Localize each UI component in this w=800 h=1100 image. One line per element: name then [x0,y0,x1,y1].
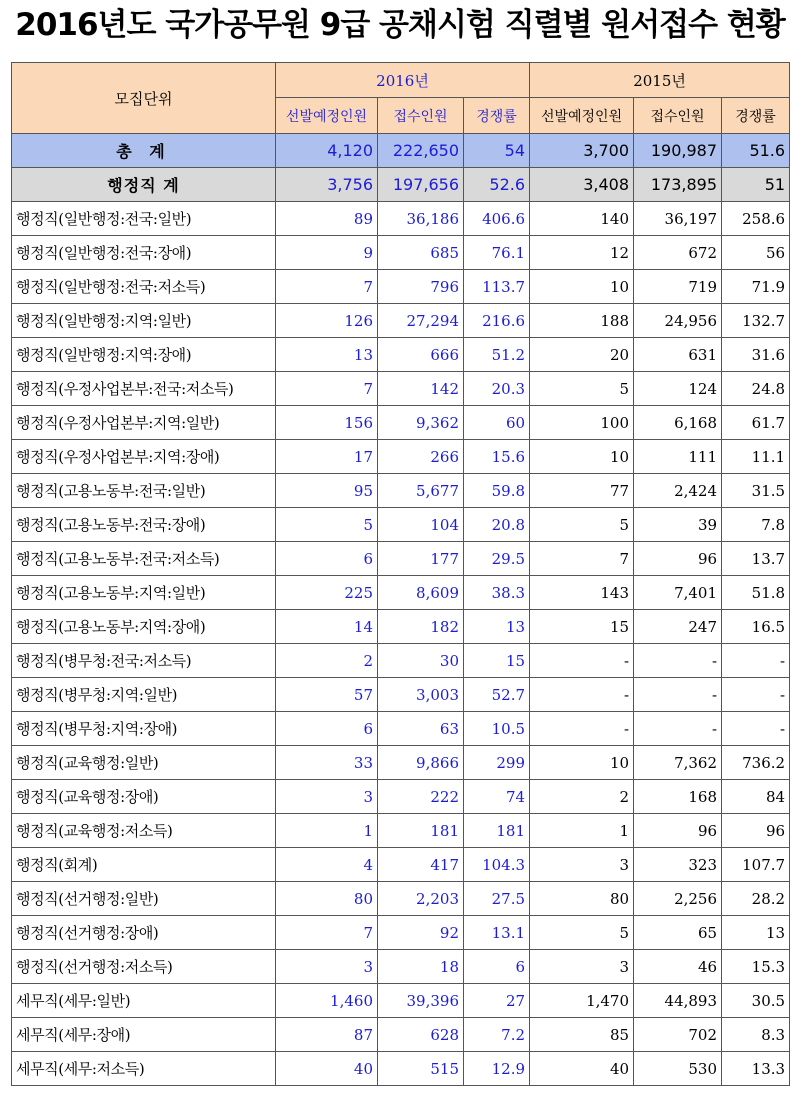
applicants-2016-cell: 142 [378,372,464,406]
applicants-2016-cell: 181 [378,814,464,848]
row-label: 행정직(고용노동부:지역:일반) [12,576,276,610]
planned-2016-cell: 7 [276,916,378,950]
table-row [12,1018,790,1052]
planned-2016-cell: 4,120 [276,134,378,168]
ratio-2015-cell: - [722,644,790,678]
applicants-2015-cell: 6,168 [634,406,722,440]
applicants-2016-cell: 796 [378,270,464,304]
ratio-2016-cell: 52.7 [464,678,530,712]
table-row [12,916,790,950]
year-2015-header: 2015년 [530,63,790,98]
planned-2016-cell: 89 [276,202,378,236]
ratio-2016-cell: 10.5 [464,712,530,746]
ratio-2016-cell: 27 [464,984,530,1018]
col-2016-ratio: 경쟁률 [464,98,530,134]
applicants-2015-cell: 39 [634,508,722,542]
table-row [12,644,790,678]
table-row [12,474,790,508]
planned-2015-cell: 85 [530,1018,634,1052]
applicants-2016-cell: 182 [378,610,464,644]
row-label: 행정직(선거행정:장애) [12,916,276,950]
ratio-2016-cell: 27.5 [464,882,530,916]
table-row [12,304,790,338]
planned-2016-cell: 14 [276,610,378,644]
table-row [12,1052,790,1086]
ratio-2016-cell: 29.5 [464,542,530,576]
ratio-2015-cell: 15.3 [722,950,790,984]
ratio-2015-cell: 13.3 [722,1052,790,1086]
applicants-2016-cell: 9,362 [378,406,464,440]
planned-2016-cell: 17 [276,440,378,474]
table-row [12,236,790,270]
row-label: 행정직(선거행정:저소득) [12,950,276,984]
planned-2015-cell: - [530,644,634,678]
ratio-2016-cell: 15 [464,644,530,678]
applicants-2015-cell: - [634,644,722,678]
applicants-2016-cell: 3,003 [378,678,464,712]
applicants-2015-cell: 124 [634,372,722,406]
applicants-2016-cell: 666 [378,338,464,372]
row-label: 행정직(일반행정:전국:일반) [12,202,276,236]
table-row [12,338,790,372]
applicants-2016-cell: 18 [378,950,464,984]
page-title: 2016년도 국가공무원 9급 공채시험 직렬별 원서접수 현황 [15,7,785,43]
row-label: 행정직(병무청:전국:저소득) [12,644,276,678]
planned-2016-cell: 2 [276,644,378,678]
planned-2015-cell: 40 [530,1052,634,1086]
applicants-2016-cell: 177 [378,542,464,576]
ratio-2016-cell: 52.6 [464,168,530,202]
ratio-2016-cell: 38.3 [464,576,530,610]
row-label: 세무직(세무:장애) [12,1018,276,1052]
applicants-2016-cell: 222,650 [378,134,464,168]
planned-2016-cell: 87 [276,1018,378,1052]
planned-2016-cell: 13 [276,338,378,372]
applicants-2015-cell: 96 [634,542,722,576]
table-row [12,372,790,406]
applicants-2016-cell: 515 [378,1052,464,1086]
planned-2015-cell: 15 [530,610,634,644]
ratio-2015-cell: 56 [722,236,790,270]
total-row [12,134,790,168]
planned-2016-cell: 3 [276,950,378,984]
year-2016-header: 2016년 [276,63,530,98]
applicants-2015-cell: 46 [634,950,722,984]
applicants-2016-cell: 39,396 [378,984,464,1018]
ratio-2016-cell: 104.3 [464,848,530,882]
table-body [12,134,790,1086]
applicants-2015-cell: 7,401 [634,576,722,610]
applicants-2016-cell: 30 [378,644,464,678]
planned-2016-cell: 7 [276,372,378,406]
planned-2016-cell: 5 [276,508,378,542]
applicants-2016-cell: 63 [378,712,464,746]
row-label: 행정직(일반행정:전국:저소득) [12,270,276,304]
ratio-2016-cell: 7.2 [464,1018,530,1052]
applicants-2016-cell: 266 [378,440,464,474]
planned-2015-cell: - [530,712,634,746]
applicants-2015-cell: 111 [634,440,722,474]
planned-2016-cell: 40 [276,1052,378,1086]
ratio-2015-cell: 30.5 [722,984,790,1018]
ratio-2016-cell: 6 [464,950,530,984]
row-label: 행정직(일반행정:전국:장애) [12,236,276,270]
ratio-2015-cell: 51.8 [722,576,790,610]
row-label: 세무직(세무:일반) [12,984,276,1018]
ratio-2016-cell: 20.8 [464,508,530,542]
planned-2015-cell: 80 [530,882,634,916]
table-row [12,406,790,440]
ratio-2016-cell: 12.9 [464,1052,530,1086]
row-label: 총 계 [12,134,276,168]
planned-2016-cell: 126 [276,304,378,338]
planned-2016-cell: 6 [276,542,378,576]
col-2015-ratio: 경쟁률 [722,98,790,134]
planned-2015-cell: 10 [530,270,634,304]
planned-2016-cell: 95 [276,474,378,508]
planned-2016-cell: 1 [276,814,378,848]
ratio-2015-cell: - [722,678,790,712]
applicants-2016-cell: 222 [378,780,464,814]
row-label: 행정직(고용노동부:전국:일반) [12,474,276,508]
row-label: 행정직(병무청:지역:일반) [12,678,276,712]
table-row [12,270,790,304]
ratio-2015-cell: 13.7 [722,542,790,576]
ratio-2015-cell: 107.7 [722,848,790,882]
ratio-2015-cell: 8.3 [722,1018,790,1052]
col-2016-planned: 선발예정인원 [276,98,378,134]
row-label: 행정직(일반행정:지역:장애) [12,338,276,372]
applicants-2015-cell: 2,424 [634,474,722,508]
ratio-2016-cell: 74 [464,780,530,814]
table-row [12,780,790,814]
applicants-2015-cell: 672 [634,236,722,270]
planned-2016-cell: 3 [276,780,378,814]
ratio-2015-cell: 258.6 [722,202,790,236]
ratio-2016-cell: 51.2 [464,338,530,372]
planned-2015-cell: 1 [530,814,634,848]
planned-2015-cell: 140 [530,202,634,236]
applicants-2016-cell: 685 [378,236,464,270]
applicants-2016-cell: 417 [378,848,464,882]
applicants-2016-cell: 5,677 [378,474,464,508]
ratio-2015-cell: 132.7 [722,304,790,338]
row-label: 행정직(병무청:지역:장애) [12,712,276,746]
ratio-2015-cell: 736.2 [722,746,790,780]
applicants-2015-cell: 65 [634,916,722,950]
table-row [12,950,790,984]
planned-2016-cell: 1,460 [276,984,378,1018]
planned-2015-cell: 7 [530,542,634,576]
ratio-2016-cell: 299 [464,746,530,780]
row-label: 세무직(세무:저소득) [12,1052,276,1086]
ratio-2016-cell: 15.6 [464,440,530,474]
applicants-2016-cell: 27,294 [378,304,464,338]
ratio-2015-cell: 84 [722,780,790,814]
table-row [12,746,790,780]
applicants-2015-cell: 96 [634,814,722,848]
planned-2016-cell: 3,756 [276,168,378,202]
planned-2015-cell: 5 [530,916,634,950]
planned-2015-cell: 1,470 [530,984,634,1018]
applicants-2015-cell: 530 [634,1052,722,1086]
planned-2015-cell: 5 [530,508,634,542]
row-label: 행정직(우정사업본부:전국:저소득) [12,372,276,406]
planned-2015-cell: 12 [530,236,634,270]
applicants-2015-cell: 173,895 [634,168,722,202]
unit-header: 모집단위 [12,63,276,134]
planned-2015-cell: 10 [530,440,634,474]
planned-2016-cell: 4 [276,848,378,882]
row-label: 행정직(일반행정:지역:일반) [12,304,276,338]
table-row [12,712,790,746]
ratio-2015-cell: 16.5 [722,610,790,644]
planned-2015-cell: 3,700 [530,134,634,168]
table-row [12,882,790,916]
table-row [12,440,790,474]
applications-table [11,62,790,1086]
ratio-2016-cell: 216.6 [464,304,530,338]
row-label: 행정직(우정사업본부:지역:일반) [12,406,276,440]
planned-2016-cell: 9 [276,236,378,270]
ratio-2016-cell: 76.1 [464,236,530,270]
planned-2015-cell: 77 [530,474,634,508]
planned-2016-cell: 80 [276,882,378,916]
planned-2016-cell: 6 [276,712,378,746]
ratio-2015-cell: 24.8 [722,372,790,406]
applicants-2016-cell: 9,866 [378,746,464,780]
planned-2016-cell: 33 [276,746,378,780]
ratio-2015-cell: 51 [722,168,790,202]
planned-2016-cell: 7 [276,270,378,304]
applicants-2015-cell: 631 [634,338,722,372]
planned-2016-cell: 225 [276,576,378,610]
ratio-2016-cell: 54 [464,134,530,168]
table-row [12,814,790,848]
ratio-2016-cell: 406.6 [464,202,530,236]
planned-2015-cell: 3 [530,848,634,882]
table-row [12,576,790,610]
table-row [12,542,790,576]
col-2015-planned: 선발예정인원 [530,98,634,134]
applicants-2016-cell: 104 [378,508,464,542]
applicants-2015-cell: 24,956 [634,304,722,338]
applicants-2015-cell: 719 [634,270,722,304]
ratio-2016-cell: 113.7 [464,270,530,304]
col-2016-applicants: 접수인원 [378,98,464,134]
ratio-2015-cell: 31.6 [722,338,790,372]
ratio-2015-cell: 28.2 [722,882,790,916]
ratio-2015-cell: 7.8 [722,508,790,542]
applicants-2015-cell: 190,987 [634,134,722,168]
table-row [12,610,790,644]
row-label: 행정직(고용노동부:지역:장애) [12,610,276,644]
planned-2016-cell: 156 [276,406,378,440]
applicants-2015-cell: 2,256 [634,882,722,916]
table-row [12,848,790,882]
planned-2016-cell: 57 [276,678,378,712]
row-label: 행정직(교육행정:장애) [12,780,276,814]
applicants-2015-cell: 168 [634,780,722,814]
row-label: 행정직(고용노동부:전국:저소득) [12,542,276,576]
applicants-2015-cell: 702 [634,1018,722,1052]
col-2015-applicants: 접수인원 [634,98,722,134]
row-label: 행정직(우정사업본부:지역:장애) [12,440,276,474]
applicants-2015-cell: 247 [634,610,722,644]
ratio-2015-cell: 61.7 [722,406,790,440]
table-row [12,678,790,712]
row-label: 행정직(회계) [12,848,276,882]
planned-2015-cell: 143 [530,576,634,610]
applicants-2015-cell: 36,197 [634,202,722,236]
ratio-2015-cell: 51.6 [722,134,790,168]
ratio-2015-cell: 96 [722,814,790,848]
row-label: 행정직(교육행정:저소득) [12,814,276,848]
row-label: 행정직(고용노동부:전국:장애) [12,508,276,542]
ratio-2015-cell: 11.1 [722,440,790,474]
ratio-2015-cell: - [722,712,790,746]
planned-2015-cell: - [530,678,634,712]
ratio-2016-cell: 13 [464,610,530,644]
ratio-2016-cell: 60 [464,406,530,440]
applicants-2015-cell: 44,893 [634,984,722,1018]
admin-subtotal-row [12,168,790,202]
ratio-2016-cell: 20.3 [464,372,530,406]
applicants-2016-cell: 2,203 [378,882,464,916]
ratio-2015-cell: 31.5 [722,474,790,508]
row-label: 행정직(교육행정:일반) [12,746,276,780]
ratio-2016-cell: 181 [464,814,530,848]
table-header [12,63,790,134]
ratio-2015-cell: 71.9 [722,270,790,304]
row-label: 행정직 계 [12,168,276,202]
applicants-2015-cell: 7,362 [634,746,722,780]
planned-2015-cell: 20 [530,338,634,372]
applicants-2016-cell: 92 [378,916,464,950]
applicants-2015-cell: - [634,712,722,746]
applicants-2016-cell: 36,186 [378,202,464,236]
ratio-2016-cell: 59.8 [464,474,530,508]
applicants-2016-cell: 628 [378,1018,464,1052]
table-row [12,508,790,542]
planned-2015-cell: 2 [530,780,634,814]
applicants-2016-cell: 8,609 [378,576,464,610]
applicants-2015-cell: - [634,678,722,712]
planned-2015-cell: 10 [530,746,634,780]
planned-2015-cell: 3 [530,950,634,984]
ratio-2015-cell: 13 [722,916,790,950]
planned-2015-cell: 5 [530,372,634,406]
planned-2015-cell: 100 [530,406,634,440]
row-label: 행정직(선거행정:일반) [12,882,276,916]
applicants-2015-cell: 323 [634,848,722,882]
ratio-2016-cell: 13.1 [464,916,530,950]
planned-2015-cell: 3,408 [530,168,634,202]
table-row [12,202,790,236]
applicants-2016-cell: 197,656 [378,168,464,202]
table-row [12,984,790,1018]
planned-2015-cell: 188 [530,304,634,338]
